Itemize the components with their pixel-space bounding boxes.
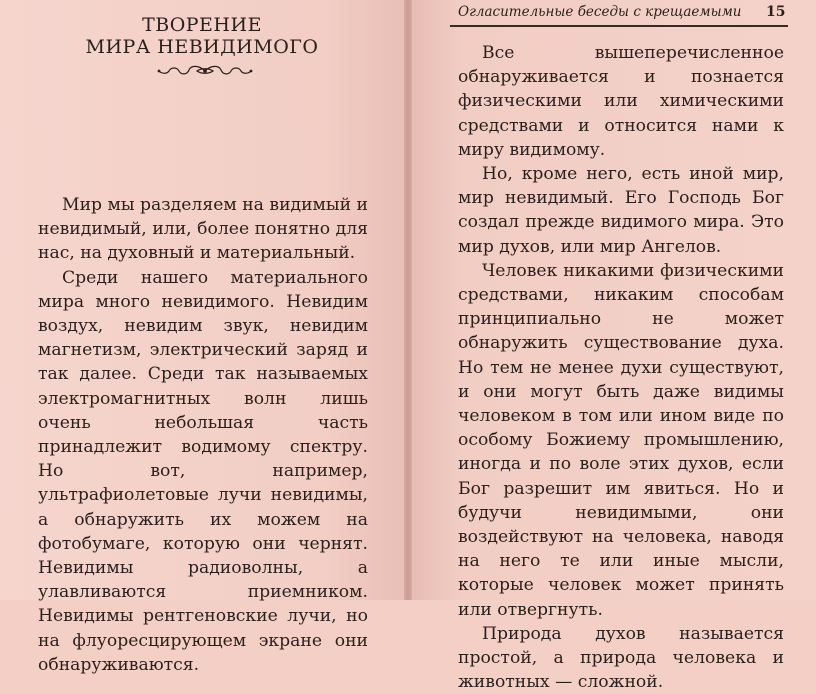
left-page-body bbox=[38, 193, 368, 677]
flourish-ornament-icon bbox=[157, 65, 253, 77]
paragraph: Человек никакими физическими средствами, никаким способам принципиально не может обнаружить существование духа. Но тем не менее духи существуют, и они могут быть даже видимы человеком в том или ином виде по особому Божиему промышлению, иногда и по воле этих духов, если Бог разрешит им явиться. Но и будучи невидимыми, они воздействуют на человека, наводя на него те или иные мысли, которые человек может принять или отвергнуть. bbox=[458, 260, 784, 620]
paragraph: Мир мы разделяем на видимый и невидимый, или, более понятно для нас, на духовный и материальный. bbox=[38, 195, 368, 264]
page-number: 15 bbox=[766, 4, 786, 20]
paragraph: Но, кроме него, есть иной мир, мир невидимый. Его Господь Бог создал прежде видимого мира. Это мир духов, или мир Ангелов. bbox=[458, 164, 784, 257]
book-gutter bbox=[404, 0, 412, 600]
paragraph: Среди нашего материального мира много невидимого. Невидим воздух, невидим звук, невидим магнетизм, электрический заряд и так далее. Среди так называемых электромагнитных волн лишь очень небольшая часть принадлежит водимому спектру. Но вот, например, ультрафиолетовые лучи невидимы, а обнаружить их можем на фотобумаге, которую они чернят. Невидимы радиоволны, а улавливаются приемником. Невидимы рентгеновские лучи, но на флуоресцирующем экране они обнаруживаются. bbox=[38, 267, 368, 675]
right-page-body bbox=[458, 41, 784, 694]
chapter-title-line-2: МИРА НЕВИДИМОГО bbox=[85, 36, 319, 58]
chapter-title bbox=[0, 14, 404, 58]
paragraph: Все вышеперечисленное обнаруживается и познается физическими или химическими средствами и относится нами к миру видимому. bbox=[458, 43, 784, 160]
chapter-title-line-1: ТВОРЕНИЕ bbox=[142, 14, 262, 36]
paragraph: Природа духов называется простой, а природа человека и животных — сложной. bbox=[458, 623, 784, 693]
left-page bbox=[0, 0, 404, 675]
running-head: Огласительные беседы с крещаемыми bbox=[458, 4, 742, 20]
header-rule bbox=[450, 25, 788, 27]
